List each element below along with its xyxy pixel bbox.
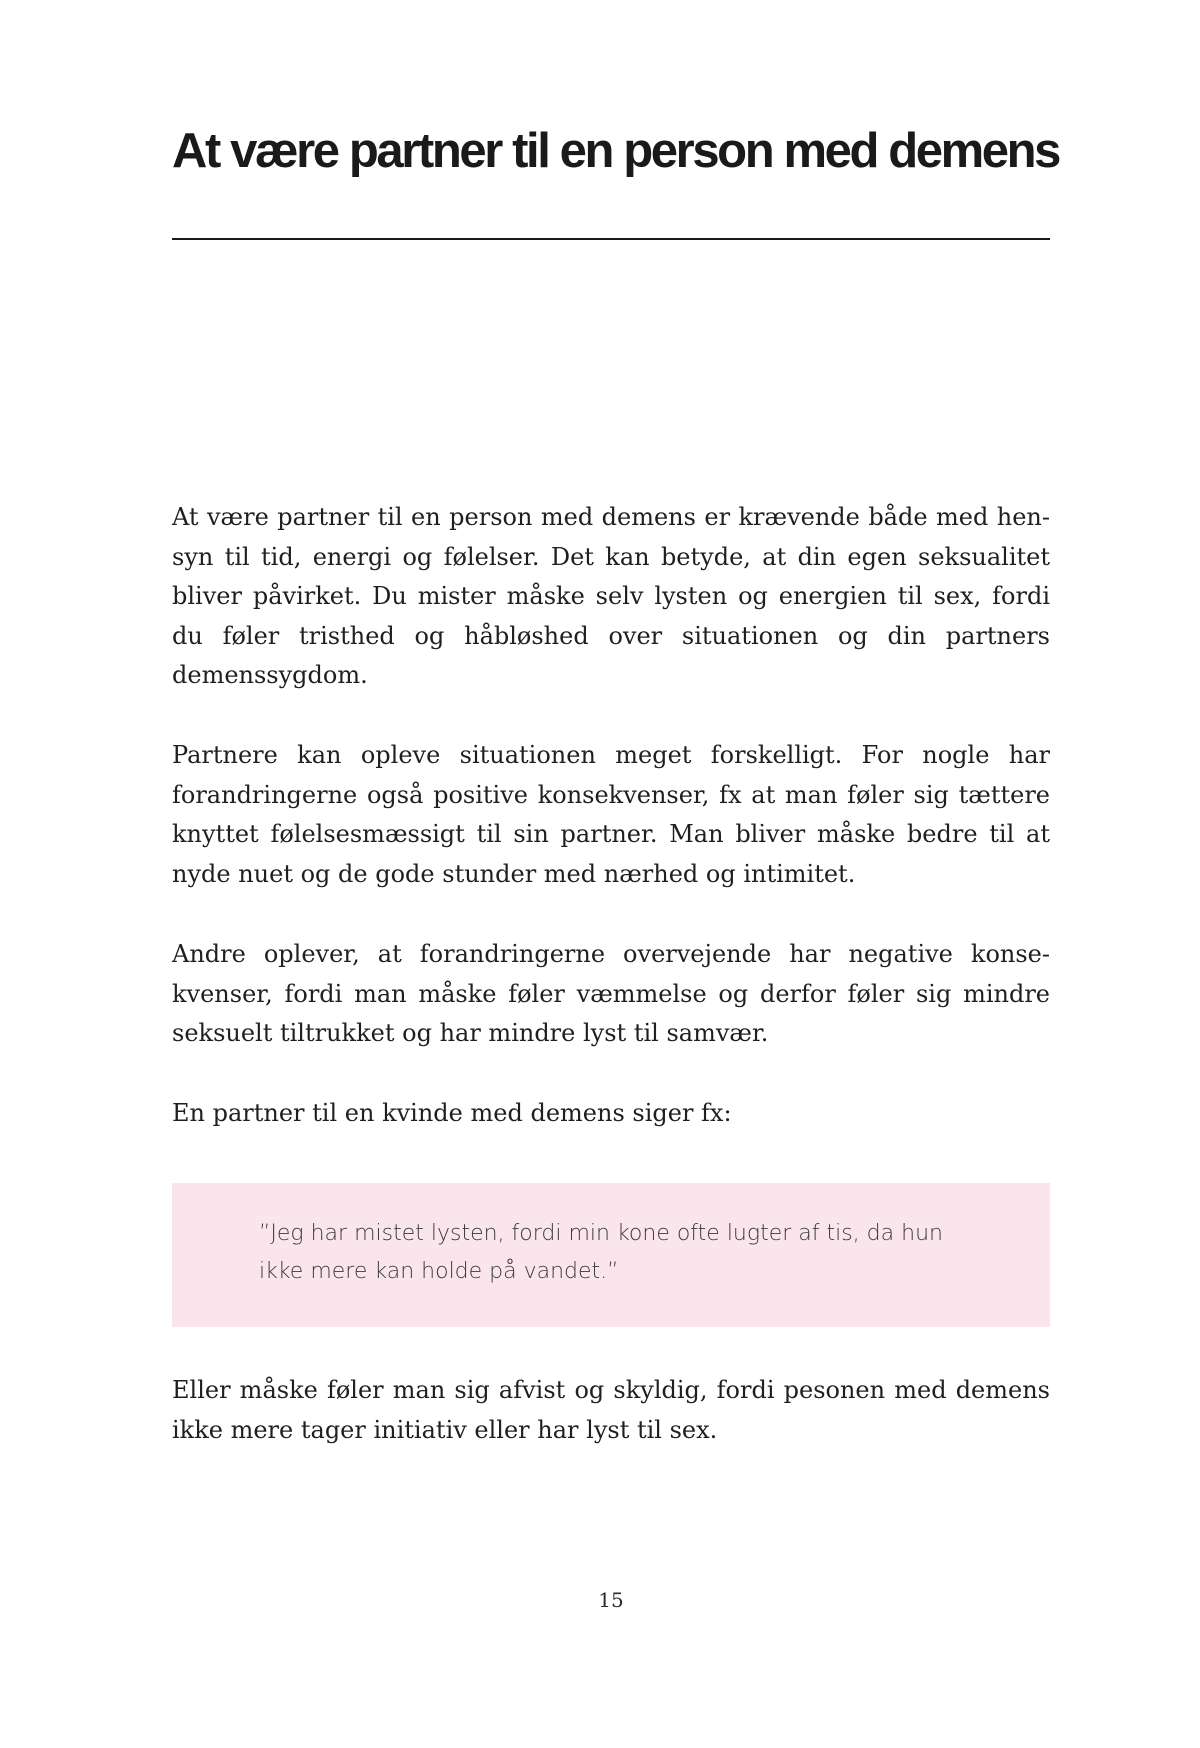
quote-box <box>172 1183 1050 1327</box>
paragraph-1: At være partner til en person med demens er krævende både med hensyn til tid, energi og følelser. Det kan betyde, at din egen seksualitet bliver påvirket. Du mister måske selv lysten og energien til sex, fordi du føler tristhed og håbløshed over situationen og din partners demenssygdom. <box>172 503 1050 690</box>
paragraph-4: En partner til en kvinde med demens siger fx: <box>172 1099 732 1127</box>
quote-text: ”Jeg har mistet lysten, fordi min kone ofte lugter af tis, da hun ikke mere kan holde på vandet.” <box>259 1221 943 1284</box>
page-title: At være partner til en person med demens <box>172 124 1059 178</box>
paragraph-5: Eller måske føler man sig afvist og skyldig, fordi pesonen med demens ikke mere tager initiativ eller har lyst til sex. <box>172 1376 1050 1444</box>
page-number: 15 <box>598 1588 624 1612</box>
paragraph-3: Andre oplever, at forandringerne overvejende har negative konsekvenser, fordi man måske føler væmmelse og derfor føler sig mindre seksuelt tiltrukket og har mindre lyst til samvær. <box>172 940 1050 1048</box>
title-divider <box>172 238 1050 240</box>
paragraph-2: Partnere kan opleve situationen meget forskelligt. For nogle har forandringerne også positive konsekvenser, fx at man føler sig tættere knyttet følelsesmæssigt til sin partner. Man bliver måske bedre til at nyde nuet og de gode stunder med nærhed og intimitet. <box>172 741 1050 888</box>
